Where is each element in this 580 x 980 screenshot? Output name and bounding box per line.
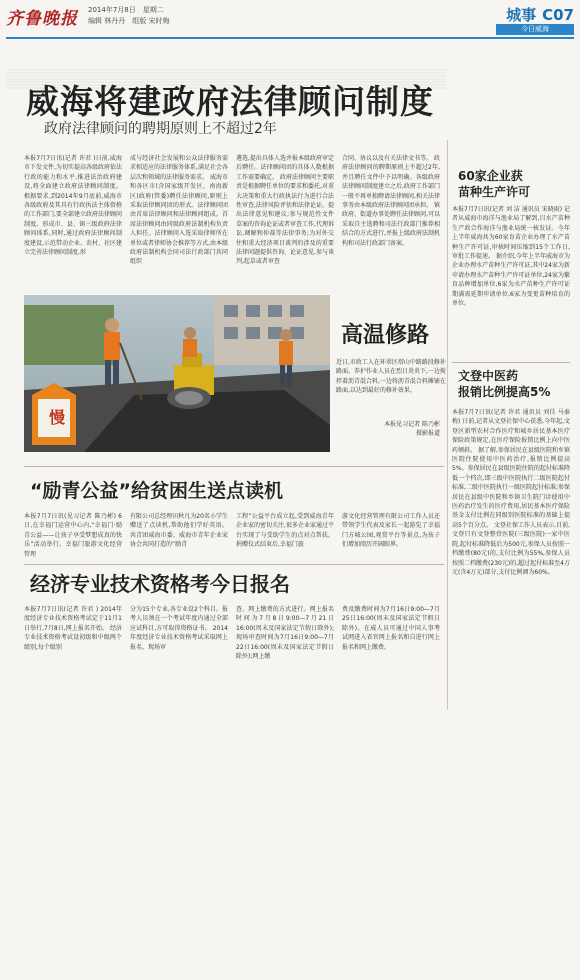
story3-column-1: 本报7月7日讯(记者 许君 ) 2014年度经济专业技术资格考试定于11月1日举行,7月8日,网上报名开始。 经济专业技术资格考试设初级和中级两个级别,每个级别 — [24, 606, 122, 651]
side1-headline-line2: 苗种生产许可 — [458, 185, 531, 199]
side1-headline — [458, 168, 530, 200]
section-header — [506, 4, 574, 25]
story2-column-4: 游文化经营管理有限公司工作人员还带领学生代表及家长一起游览了幸福门方城公园,观赏平台等景点,为孩子们增加阅历开阔眼界。 — [342, 513, 440, 549]
masthead — [0, 0, 580, 38]
story2-column-1: 本报7月7日讯(见习记者 陈乃彬) 6日,在幸福门运营中心内,“幸福门·励青公益——让孩子享受梦想成真的快乐”活动举行。幸福门旅游文化经营管理 — [24, 513, 122, 558]
side2-headline-line2: 报销比例提高5% — [458, 385, 551, 399]
lead-column-1: 本报7月7日讯(记者 许君 )日前,威海市下发文件,为切实提高各级政府依法行政的能力和水平,推进法治政府建设,将全面建立政府法律顾问制度。 根据要求,到2014年9月底前,威海市各级政府及其具有行政执法主体资格的工作部门,要全部建立政府法律顾问制度。形成市、县、镇三级政府法律顾问体系,同时,通过政府法律顾问制度建设,示范带动企业、农村、社区建立完善法律顾问制度,形 — [24, 155, 122, 257]
side1-body: 本报7月7日讯(记者 刘 洁 通讯员 宋晓雨) 记者从威海市海洋与渔业局了解到,目水产苗种生产政合作海洋与渔业局统一核发证。今年上半年威海共为60家育苗企业办理了水产苗种生产许可证,审核时间压缩到15个工作日,审批工作提速。 据介绍,今年上半年威海市为企业办理水产苗种生产许可证,其中24家为新申请办理水产苗种生产许可证单位,24家为繁育品种增加单位,6家为水产苗种生产许可证期满需延期申请单位,6家为变更苗种培育的单位。 — [452, 206, 570, 308]
side2-body: 本报7月7日讯(记者 许君 通讯员 刘佳 马秦梅) 日前,记者从文登社保中心获悉,今年起,文登区新型农村合作医疗和城乡居民基本医疗保险政策规定,在医疗保险报销比例上向中医药倾斜。 据了解,参保居民在县级医院和乡镇医院住院使用中医药治疗,报销比例提高5%。参保居民在县级医院住院的起付标准降低一个档次,即三级中医院执行二级医院起付标准,二级中医院执行一级医院起付标准;参保居民在县级中医院和乡镇卫生院门诊使用中医药治疗发生的医疗费用,居民基本医疗保险基金支付比例在同级别医院标准的基础上提高5个百分点。 文登社保工作人员表示,目前,文登只有文登整骨医院(三级医院)一家中医院,起付标准降低后为500元,参保人员按照一档缴费(80元)的,支付比例为55%,参保人员按照二档缴费(230元)的,超过起付标准至4万元(含4万元)部分,支付比例调为60%。 — [452, 409, 570, 576]
road-repair-photo — [24, 295, 330, 452]
side2-headline — [458, 368, 550, 400]
story3-headline: 经济专业技术资格考今日报名 — [30, 572, 290, 596]
section-tag: 今日威海 — [496, 24, 574, 35]
photo-story-title: 高温修路 — [341, 323, 430, 348]
page-number: C07 — [542, 6, 574, 24]
story2-column-3: 工程”公益平台成立起,受到威海青年企业家的密切关注,很多企业家通过平台实现了与受助学生的点对点帮扶。 捐赠仪式结束后,幸福门旅 — [236, 513, 334, 549]
editor-label: 编辑 — [88, 17, 102, 25]
editor-name: 林丹丹 — [104, 17, 126, 25]
divider — [24, 466, 444, 467]
designer-name: 宋时梅 — [148, 17, 170, 25]
column-divider — [447, 140, 448, 710]
story2-column-2: 有限公司总经理田秋凡为20名小学生赠送了点读机,帮助他们学好英语。 共青团威海市委、威海市青年企业家协会共同打造的“励青 — [130, 513, 228, 549]
masthead-rule — [6, 37, 574, 39]
story3-column-4: 费及缴费时间为7月16日9:00—7月25日16:00(周末及国家法定节假日除外)。在威人员可通过中国人事考试网进入省官网上报名和自进行网上报名和网上缴费。 — [342, 606, 440, 651]
divider — [452, 362, 570, 363]
lead-column-4: 合同、协议以及有关法律文书等。 政府法律顾问的聘期原则上不超过2年,并且聘任文件中予以明确。各级政府法律顾问制度建立之后,政府工作部门一般不再单独聘请法律顾问,相关法律事务由本级政府法律顾问团承担。 镇政府、街道办事处聘任法律顾问,可以采取自主选聘和司法行政部门推荐相结合的方式进行,并报上级政府法制机构和司法行政部门备案。 — [342, 155, 440, 247]
story3-column-3: 查、网上缴费的方式进行。网上报名时间为7月8日9:00—7月21日16:00(周末及国家法定节假日除外);现场审查时间为7月16日9:00—7月22日16:00(周末及国家法定节假日除外);网上缴 — [236, 606, 334, 661]
slow-sign-text: 慢 — [48, 408, 65, 427]
lead-headline: 威海将建政府法律顾问制度 — [26, 82, 434, 121]
issue-weekday: 星期二 — [142, 6, 164, 14]
side1-headline-line1: 60家企业获 — [458, 169, 523, 183]
divider — [24, 564, 444, 565]
photo-credit — [360, 420, 440, 438]
lead-subhead: 政府法律顾问的聘期原则上不超过2年 — [44, 121, 277, 137]
photo-credit-type: 摄影报道 — [415, 430, 440, 437]
issue-info — [88, 5, 169, 27]
photo-caption: 近日,市政工人在环翠区塔山中路路段修补路面。养护作业人员在烈日炎炎下,一边搅拌着沥青混合料,一边将沥青混合料摊铺在路面,以达到最好的修补效果。 — [336, 359, 446, 395]
section-name: 城事 — [506, 6, 537, 24]
lead-column-2: 成与经济社会发展和公众法律服务需求相适应的法律服务体系,满足社会各层次和领域的法律服务需求。 威海市和各区市(含国家级开发区、南海新区)政府(管委)聘任法律顾问,原则上采取法律顾问团的形式。法律顾问团由首席法律顾问和法律顾问组成。首席法律顾问由同级政府法制机构负责人担任。法律顾问入选采取律师所在单位或者律师协会推荐等方式,由本级政府法制机构会同司法行政部门共同组织 — [130, 155, 228, 266]
story2-headline: “励青公益”给贫困生送点读机 — [30, 480, 283, 502]
story3-column-2: 分为15个专业,各专业设2个科目。报考人员须在一个考试年度内通过全部应试科目,方可取得资格证书。 2014年度经济专业技术资格考试采取网上报名、现场审 — [130, 606, 228, 651]
design-label: 组版 — [132, 17, 147, 25]
photo-illustration — [24, 295, 330, 452]
issue-date: 2014年7月8日 — [88, 6, 136, 14]
side2-headline-line1: 文登中医药 — [458, 369, 519, 383]
lead-column-3: 遴选,提出具体人选并报本级政府审定后聘任。法律顾问团的具体人数根据工作需要确定。 政府法律顾问主要职责是根据聘任单位的要求和委托,对重大决策和重大行政执法行为进行合法性审查,法律风险评估和法律论证。提出法律意见和建议;参与规范性文件草案的咨询论证或者审查工作,代理诉讼,调解和仲裁等法律事务;为对外交往和重大经济项目谈判的涉及的重要法律问题提供咨询、论证意见,参与谈判,起草或者审查 — [236, 155, 334, 266]
newspaper-logo: 齐鲁晚报 — [6, 9, 78, 29]
photo-credit-reporter: 本报见习记者 陈乃彬 — [384, 421, 440, 428]
